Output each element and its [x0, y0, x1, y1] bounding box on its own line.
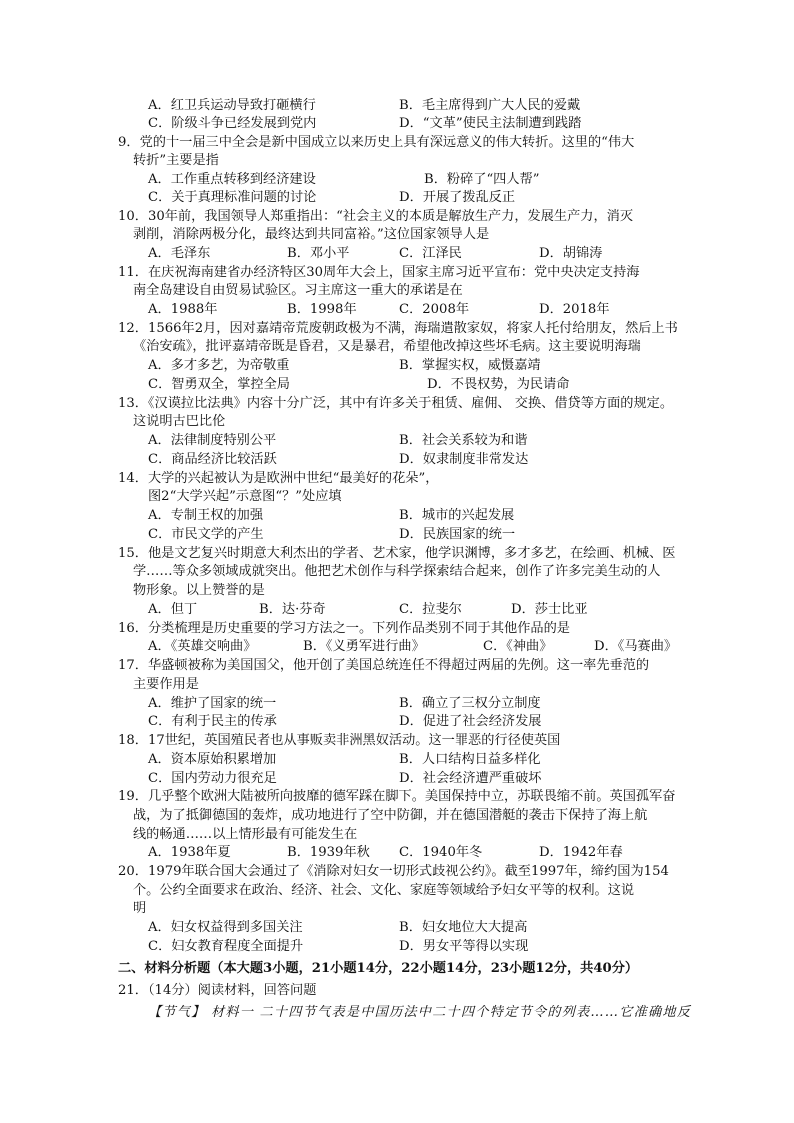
- answer-option: A．《英雄交响曲》: [148, 639, 257, 654]
- answer-option: A．毛泽东: [148, 246, 211, 261]
- answer-option: D．社会经济遭严重破坏: [399, 771, 542, 786]
- text-line: 16．分类梳理是历史重要的学习方法之一。下列作品类别不同于其他作品的是: [118, 621, 570, 636]
- text-line: 物形象。以上赞誉的是: [133, 583, 265, 598]
- text-line: 南全岛建设自由贸易试验区。习主席这一重大的承诺是在: [133, 283, 463, 298]
- text-line: 11．在庆祝海南建省办经济特区30周年大会上，国家主席习近平宣布：党中央决定支持海: [118, 265, 640, 280]
- answer-option: D．不畏权势，为民请命: [427, 377, 570, 392]
- text-line: 9．党的十一届三中全会是新中国成立以来历史上具有深远意义的伟大转折。这里的“伟大: [118, 135, 635, 150]
- answer-option: C．《神曲》: [483, 639, 553, 654]
- text-line: 线的畅通……以上情形最有可能发生在: [133, 827, 358, 842]
- text-line: 20．1979年联合国大会通过了《消除对妇女一切形式歧视公约》。截至1997年，缔约国为154: [118, 864, 669, 879]
- answer-option: B．妇女地位大大提高: [399, 920, 528, 935]
- text-line: 图2“大学兴起”示意图“？”处应填: [148, 489, 342, 504]
- text-line: 转折”主要是指: [133, 153, 219, 168]
- answer-option: C．市民文学的产生: [148, 527, 264, 542]
- answer-option: D．开展了拨乱反正: [399, 190, 516, 205]
- answer-option: D．2018年: [539, 302, 610, 317]
- text-line: 17．华盛顿被称为美国国父，他开创了美国总统连任不得超过两届的先例。这一率先垂范的: [118, 658, 650, 673]
- answer-option: B．掌握实权，威慑嘉靖: [399, 358, 541, 373]
- text-line: 21．（14分）阅读材料，回答问题: [118, 983, 317, 998]
- answer-option: A．维护了国家的统一: [148, 696, 277, 711]
- answer-option: A．专制王权的加强: [148, 508, 264, 523]
- answer-option: C．有利于民主的传承: [148, 714, 277, 729]
- answer-option: D．1942年春: [539, 845, 623, 860]
- answer-option: C．商品经济比较活跃: [148, 452, 277, 467]
- text-line: 【节气】 材料一 二十四节气表是中国历法中二十四个特定节令的列表……它准确地反: [148, 1005, 692, 1020]
- answer-option: C．智勇双全，掌控全局: [148, 377, 290, 392]
- answer-option: C．2008年: [399, 302, 470, 317]
- text-line: 18．17世纪，英国殖民者也从事贩卖非洲黑奴活动。这一罪恶的行径使英国: [118, 733, 561, 748]
- answer-option: B．《义勇军进行曲》: [303, 639, 425, 654]
- answer-option: B．达·芬奇: [259, 602, 326, 617]
- text-line: 15．他是文艺复兴时期意大利杰出的学者、艺术家，他学识渊博，多才多艺，在绘画、机械、医: [118, 546, 676, 561]
- answer-option: B．城市的兴起发展: [399, 508, 515, 523]
- text-line: 这说明古巴比伦: [133, 414, 226, 429]
- answer-option: A．红卫兵运动导致打砸横行: [148, 98, 316, 113]
- text-line: 学……等众多领域成就突出。他把艺术创作与科学探索结合起来，创作了许多完美生动的人: [133, 564, 661, 579]
- text-line: 二、材料分析题（本大题3小题，21小题14分，22小题14分，23小题12分，共40分）: [118, 961, 639, 976]
- answer-option: B．毛主席得到广大人民的爱戴: [399, 98, 581, 113]
- answer-option: D．胡锦涛: [539, 246, 603, 261]
- answer-option: C．1940年冬: [399, 845, 483, 860]
- answer-option: D．奴隶制度非常发达: [399, 452, 529, 467]
- text-line: 战，为了抵御德国的轰炸，成功地进行了空中防御，并在德国潜艇的袭击下保持了海上航: [133, 808, 648, 823]
- answer-option: D．民族国家的统一: [399, 527, 516, 542]
- answer-option: A．妇女权益得到多国关注: [148, 920, 303, 935]
- answer-option: C．国内劳动力很充足: [148, 771, 277, 786]
- answer-option: D．莎士比亚: [511, 602, 588, 617]
- answer-option: B．社会关系较为和谐: [399, 433, 528, 448]
- answer-option: D．男女平等得以实现: [399, 939, 529, 954]
- text-line: 14．大学的兴起被认为是欧洲中世纪“最美好的花朵”，: [118, 471, 439, 486]
- text-line: 12．1566年2月，因对嘉靖帝荒废朝政极为不满，海瑞遣散家奴，将家人托付给朋友，然后上书: [118, 321, 678, 336]
- answer-option: A．法律制度特别公平: [148, 433, 277, 448]
- answer-option: A．但丁: [148, 602, 198, 617]
- answer-option: B．1998年: [287, 302, 357, 317]
- text-line: 个。公约全面要求在政治、经济、社会、文化、家庭等领域给予妇女平等的权利。这说: [133, 883, 635, 898]
- answer-option: A．工作重点转移到经济建设: [148, 172, 316, 187]
- answer-option: A．资本原始积累增加: [148, 752, 277, 767]
- answer-option: B．人口结构日益多样化: [399, 752, 541, 767]
- text-line: 19．几乎整个欧洲大陆被所向披靡的德军踩在脚下。美国保持中立，苏联畏缩不前。英国孤军奋: [118, 789, 676, 804]
- answer-option: A．多才多艺，为帝敬重: [148, 358, 290, 373]
- answer-option: C．妇女教育程度全面提升: [148, 939, 304, 954]
- text-line: 主要作用是: [133, 677, 199, 692]
- text-line: 剥削，消除两极分化，最终达到共同富裕。”这位国家领导人是: [133, 227, 490, 242]
- answer-option: C．江泽民: [399, 246, 462, 261]
- text-line: 13．《汉谟拉比法典》内容十分广泛，其中有许多关于租赁、雇佣、 交换、借贷等方面的规定。: [118, 396, 674, 411]
- answer-option: B．确立了三权分立制度: [399, 696, 541, 711]
- answer-option: C．拉斐尔: [399, 602, 462, 617]
- answer-option: D．促进了社会经济发展: [399, 714, 542, 729]
- answer-option: B．粉碎了“四人帮”: [424, 172, 540, 187]
- answer-option: B．1939年秋: [287, 845, 370, 860]
- answer-option: C．阶级斗争已经发展到党内: [148, 116, 317, 131]
- answer-option: B．邓小平: [287, 246, 350, 261]
- text-line: 明: [133, 901, 147, 916]
- text-line: 《治安疏》，批评嘉靖帝既是昏君，又是暴君，希望他改掉这些坏毛病。这主要说明海瑞: [133, 339, 641, 354]
- answer-option: D．《马赛曲》: [594, 639, 678, 654]
- answer-option: A．1938年夏: [148, 845, 231, 860]
- answer-option: A．1988年: [148, 302, 218, 317]
- answer-option: D．“文革”使民主法制遭到践踏: [399, 116, 582, 131]
- text-line: 10．30年前，我国领导人郑重指出：“社会主义的本质是解放生产力，发展生产力，消灭: [118, 209, 634, 224]
- answer-option: C．关于真理标准问题的讨论: [148, 190, 317, 205]
